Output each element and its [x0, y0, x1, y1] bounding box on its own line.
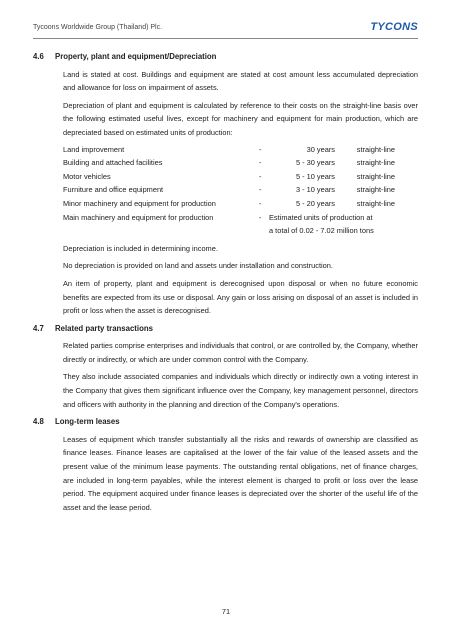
table-row: [63, 183, 418, 197]
depreciation-table: [63, 143, 418, 238]
section-number: 4.7: [33, 323, 44, 333]
depreciation-method: straight-line: [356, 158, 395, 168]
company-logo: TYCONS: [370, 21, 418, 33]
useful-life: 5 - 20 years: [295, 198, 335, 208]
depreciation-method: straight-line: [356, 185, 395, 195]
document-body: [33, 46, 418, 514]
useful-life: 3 - 10 years: [295, 185, 335, 195]
depreciation-method: straight-line: [356, 198, 395, 208]
paragraph: Related parties comprise enterprises and individuals that control, or are controlled by, the Company, whether directly or indirectly, or which are under common control with the Company.: [63, 341, 418, 364]
paragraph: Land is stated at cost. Buildings and equipment are stated at cost amount less accumulated depreciation and allowance for loss on impairment of assets.: [63, 69, 418, 93]
section-title: Long-term leases: [55, 417, 120, 427]
production-range: a total of 0.02 - 7.02 million tons: [269, 226, 374, 236]
dash: -: [259, 198, 262, 208]
units-of-production-note: Estimated units of production at: [269, 212, 373, 222]
paragraph: Leases of equipment which transfer substantially all the risks and rewards of ownership are classified as finance leases. Finance leases are capitalised at the lower of the fair value of the leased assets and the present value of the minimum lease payments. The outstanding rental obligations, net of finance charges, are included in long-term payables, while the interest element is charged to profit or loss over the lease period. The equipment acquired under finance leases is depreciated over the shorter of the useful life of the asset and the lease period.: [63, 434, 418, 512]
dash: -: [259, 144, 262, 154]
section-heading-4-7: [33, 322, 418, 336]
paragraph: No depreciation is provided on land and assets under installation and construction.: [63, 261, 333, 271]
dash: -: [259, 185, 262, 195]
dash: -: [259, 212, 262, 222]
dash: -: [259, 171, 262, 181]
useful-life: 30 years: [306, 144, 335, 154]
section-heading-4-8: [33, 415, 418, 429]
table-row: [63, 197, 418, 211]
table-row: [63, 170, 418, 184]
section-heading-4-6: [33, 50, 418, 64]
table-row: [63, 143, 418, 157]
useful-life: 5 - 30 years: [295, 158, 335, 168]
asset-name: Motor vehicles: [63, 171, 111, 181]
useful-life: 5 - 10 years: [295, 171, 335, 181]
asset-name: Main machinery and equipment for production: [63, 212, 214, 222]
paragraph: Depreciation is included in determining income.: [63, 243, 218, 253]
table-row: [63, 156, 418, 170]
table-row: [63, 211, 418, 225]
dash: -: [259, 158, 262, 168]
page-header: [33, 21, 418, 37]
asset-name: Building and attached facilities: [63, 158, 163, 168]
paragraph: An item of property, plant and equipment is derecognised upon disposal or when no future economic benefits are expected from its use or disposal. Any gain or loss arising on disposal of an asset is included in profit or loss when the asset is derecognised.: [63, 278, 418, 316]
asset-name: Furniture and office equipment: [63, 185, 164, 195]
asset-name: Land improvement: [63, 144, 125, 154]
header-divider: [33, 38, 418, 39]
section-title: Related party transactions: [55, 323, 153, 333]
section-number: 4.8: [33, 417, 44, 427]
company-name: Tycoons Worldwide Group (Thailand) Plc.: [33, 24, 163, 31]
section-title: Property, plant and equipment/Depreciation: [55, 52, 217, 61]
table-row: [63, 224, 418, 238]
paragraph: Depreciation of plant and equipment is calculated by reference to their costs on the straight-line basis over the following estimated useful lives, except for machinery and equipment for main production, which are depreciated based on estimated units of production:: [63, 100, 418, 137]
depreciation-method: straight-line: [356, 171, 395, 181]
paragraph: They also include associated companies and individuals which directly or indirectly own a voting interest in the Company that gives them significant influence over the Company, key management personnel, directors and officers with authority in the planning and direction of the Company's operations.: [63, 372, 418, 409]
depreciation-method: straight-line: [356, 144, 395, 154]
section-number: 4.6: [33, 52, 44, 61]
asset-name: Minor machinery and equipment for production: [63, 198, 216, 208]
page-number: 71: [221, 607, 231, 616]
